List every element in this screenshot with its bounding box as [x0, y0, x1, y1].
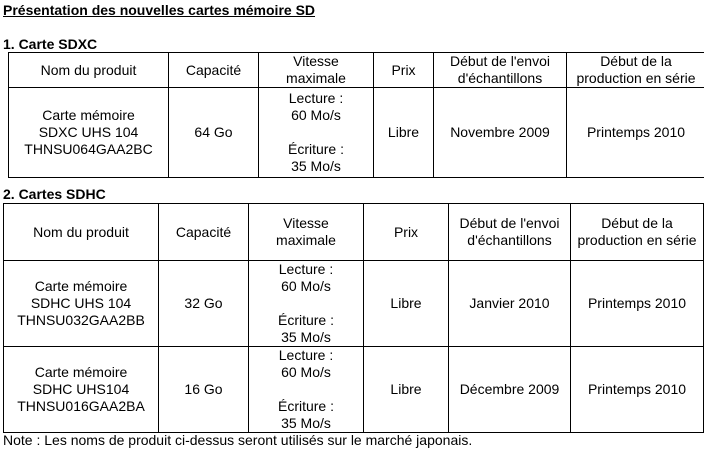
- header-speed: Vitesse maximale: [259, 53, 374, 88]
- cell-product-name: Carte mémoire SDHC UHS 104 THNSU032GAA2BB: [4, 261, 159, 347]
- write-speed: Écriture : 35 Mo/s: [277, 312, 334, 345]
- cell-product-name: Carte mémoire SDHC UHS104 THNSU016GAA2BA: [4, 347, 159, 433]
- sdhc-table: [3, 203, 704, 433]
- cell-capacity: 16 Go: [159, 347, 249, 433]
- cell-price: Libre: [364, 347, 449, 433]
- table-row: [4, 261, 704, 347]
- cell-production-date: Printemps 2010: [571, 347, 704, 433]
- cell-price: Libre: [374, 88, 434, 178]
- header-sample-date: Début de l'envoi d'échantillons: [434, 53, 567, 88]
- cell-speed: [249, 347, 364, 433]
- cell-production-date: Printemps 2010: [571, 261, 704, 347]
- cell-product-name: Carte mémoire SDXC UHS 104 THNSU064GAA2BC: [9, 88, 169, 178]
- table-header-row: [9, 53, 704, 88]
- header-product: Nom du produit: [4, 204, 159, 261]
- header-capacity: Capacité: [169, 53, 259, 88]
- section-heading-sdhc: 2. Cartes SDHC: [3, 186, 106, 202]
- header-production-date: Début de la production en série: [571, 204, 704, 261]
- footnote: Note : Les noms de produit ci-dessus seront utilisés sur le marché japonais.: [3, 432, 473, 448]
- header-speed: Vitesse maximale: [249, 204, 364, 261]
- write-speed: Écriture : 35 Mo/s: [277, 398, 334, 431]
- header-price: Prix: [364, 204, 449, 261]
- section-heading-sdxc: 1. Carte SDXC: [3, 36, 98, 52]
- cell-production-date: Printemps 2010: [567, 88, 704, 178]
- header-production-date: Début de la production en série: [567, 53, 704, 88]
- table-row: [4, 347, 704, 433]
- sdxc-table: [8, 52, 704, 178]
- cell-price: Libre: [364, 261, 449, 347]
- header-sample-date: Début de l'envoi d'échantillons: [449, 204, 571, 261]
- cell-speed: [259, 88, 374, 178]
- read-speed: Lecture : 60 Mo/s: [278, 347, 334, 380]
- read-speed: Lecture : 60 Mo/s: [288, 90, 344, 123]
- table-row: [9, 88, 704, 178]
- cell-capacity: 64 Go: [169, 88, 259, 178]
- read-speed: Lecture : 60 Mo/s: [278, 261, 334, 294]
- cell-sample-date: Janvier 2010: [449, 261, 571, 347]
- table-header-row: [4, 204, 704, 261]
- cell-sample-date: Décembre 2009: [449, 347, 571, 433]
- header-price: Prix: [374, 53, 434, 88]
- page-title: Présentation des nouvelles cartes mémoire SD: [3, 2, 316, 18]
- header-product: Nom du produit: [9, 53, 169, 88]
- cell-capacity: 32 Go: [159, 261, 249, 347]
- write-speed: Écriture : 35 Mo/s: [287, 141, 344, 174]
- header-capacity: Capacité: [159, 204, 249, 261]
- cell-sample-date: Novembre 2009: [434, 88, 567, 178]
- cell-speed: [249, 261, 364, 347]
